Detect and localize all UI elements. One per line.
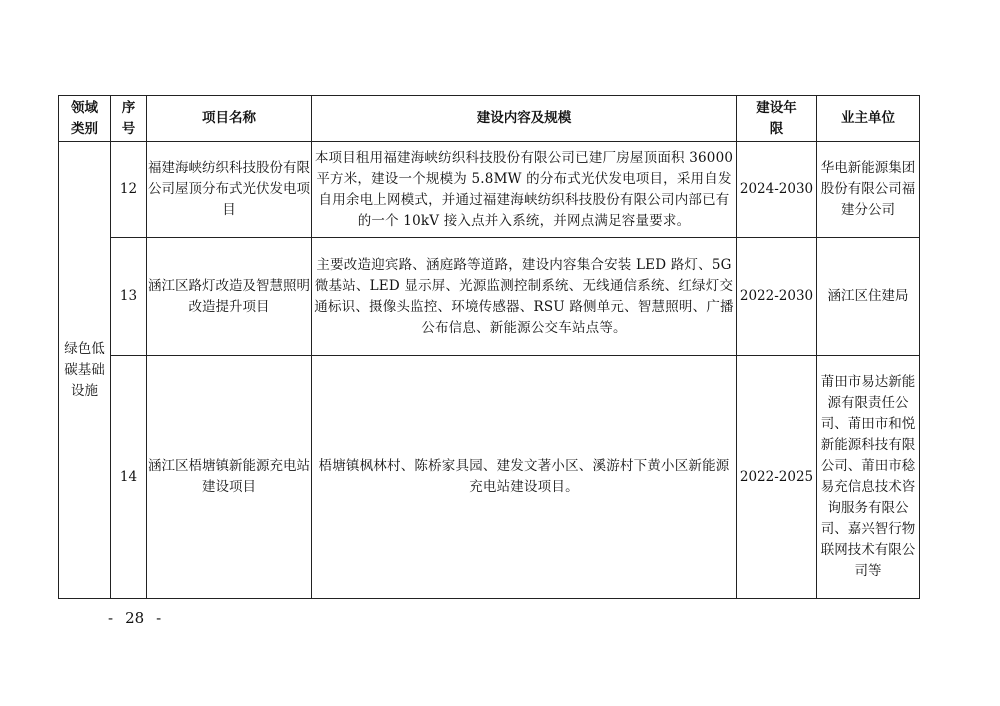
project-period: 2022-2025: [737, 356, 817, 599]
project-content: 本项目租用福建海峡纺织科技股份有限公司已建厂房屋顶面积 36000 平方米，建设一个规模为 5.8MW 的分布式光伏发电项目，采用自发自用余电上网模式，并通过福建海峡纺织科技股份有限公司内部已有的一个 10kV 接入点并入系统，并网点满足容量要求。: [312, 142, 737, 238]
page-dash-left: -: [108, 609, 114, 627]
table-row: [59, 356, 920, 599]
project-owner: 涵江区住建局: [817, 238, 920, 356]
header-name: 项目名称: [147, 96, 312, 142]
project-period: 2024-2030: [737, 142, 817, 238]
header-category: 领域类别: [59, 96, 111, 142]
table-row: [59, 142, 920, 238]
project-name: 涵江区路灯改造及智慧照明改造提升项目: [147, 238, 312, 356]
project-content: 梧塘镇枫林村、陈桥家具园、建发文著小区、溪游村下黄小区新能源充电站建设项目。: [312, 356, 737, 599]
table-row: [59, 238, 920, 356]
row-no: 14: [111, 356, 147, 599]
project-name: 福建海峡纺织科技股份有限公司屋顶分布式光伏发电项目: [147, 142, 312, 238]
page-number: [102, 609, 167, 627]
header-owner: 业主单位: [817, 96, 920, 142]
header-period: 建设年限: [737, 96, 817, 142]
header-no: 序号: [111, 96, 147, 142]
project-table: [58, 95, 920, 599]
header-content: 建设内容及规模: [312, 96, 737, 142]
project-name: 涵江区梧塘镇新能源充电站建设项目: [147, 356, 312, 599]
row-no: 12: [111, 142, 147, 238]
table-header-row: [59, 96, 920, 142]
page-dash-right: -: [156, 609, 162, 627]
project-owner: 华电新能源集团股份有限公司福建分公司: [817, 142, 920, 238]
project-period: 2022-2030: [737, 238, 817, 356]
page-number-value: 28: [125, 609, 145, 627]
row-no: 13: [111, 238, 147, 356]
category-cell: 绿色低碳基础设施: [59, 142, 111, 599]
project-content: 主要改造迎宾路、涵庭路等道路，建设内容集合安装 LED 路灯、5G 微基站、LED 显示屏、光源监测控制系统、无线通信系统、红绿灯交通标识、摄像头监控、环境传感器、RSU 路侧单元、智慧照明、广播公布信息、新能源公交车站点等。: [312, 238, 737, 356]
project-owner: 莆田市易达新能源有限责任公司、莆田市和悦新能源科技有限公司、莆田市稔易充信息技术咨询服务有限公司、嘉兴智行物联网技术有限公司等: [817, 356, 920, 599]
